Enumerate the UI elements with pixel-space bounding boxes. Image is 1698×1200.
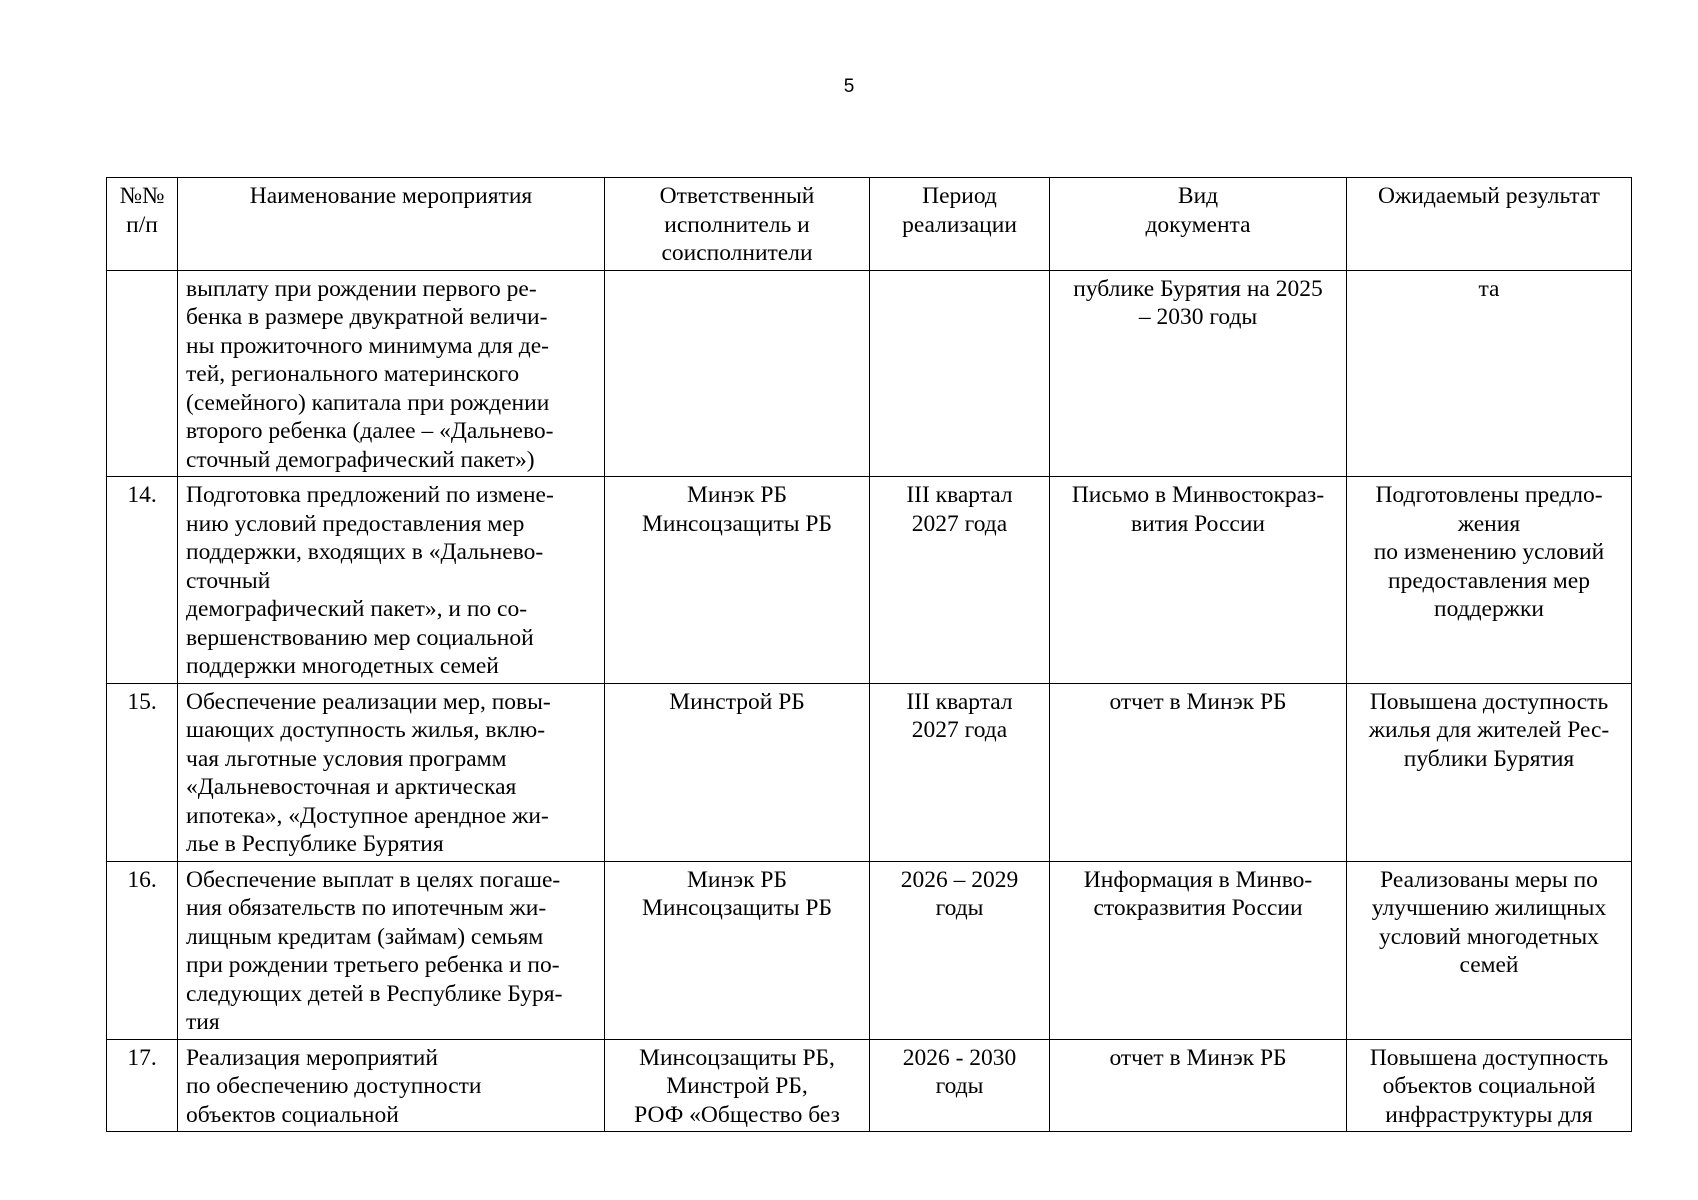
- row-result: Реализованы меры по улучшению жилищных условий многодетных семей: [1347, 861, 1632, 1039]
- row-period: 2026 - 2030 годы: [870, 1039, 1050, 1132]
- row-result: Повышена доступность объектов социальной инфраструктуры для: [1347, 1039, 1632, 1132]
- header-doc-type: Вид документа: [1050, 178, 1347, 271]
- row-name: Реализация мероприятий по обеспечению доступности объектов социальной: [178, 1039, 605, 1132]
- row-result: Повышена доступность жилья для жителей Рес- публики Бурятия: [1347, 683, 1632, 861]
- row-period: [870, 270, 1050, 477]
- table-row: [107, 683, 1632, 861]
- table-row: [107, 1039, 1632, 1132]
- row-executor: Минэк РБ Минсоцзащиты РБ: [605, 477, 870, 684]
- header-result: Ожидаемый результат: [1347, 178, 1632, 271]
- page-number: 5: [843, 76, 855, 97]
- table-row: [107, 270, 1632, 477]
- row-executor: Минсоцзащиты РБ, Минстрой РБ, РОФ «Общество без: [605, 1039, 870, 1132]
- row-doc-type: Письмо в Минвостокраз- вития России: [1050, 477, 1347, 684]
- events-table: [106, 177, 1632, 1132]
- row-doc-type: публике Бурятия на 2025 – 2030 годы: [1050, 270, 1347, 477]
- row-num: 15.: [107, 683, 178, 861]
- row-executor: [605, 270, 870, 477]
- header-name: Наименование мероприятия: [178, 178, 605, 271]
- row-name: Обеспечение реализации мер, повы- шающих доступность жилья, вклю- чая льготные условия программ «Дальневосточная и арктическая ипотека», «Доступное арендное жи- лье в Республике Бурятия: [178, 683, 605, 861]
- table-header-row: [107, 178, 1632, 271]
- row-period: III квартал 2027 года: [870, 683, 1050, 861]
- row-name: Подготовка предложений по измене- нию условий предоставления мер поддержки, входящих в «Дальнево- сточный демографический пакет», и по со- вершенствованию мер социальной поддержки многодетных семей: [178, 477, 605, 684]
- header-executor: Ответственный исполнитель и соисполнители: [605, 178, 870, 271]
- row-doc-type: отчет в Минэк РБ: [1050, 683, 1347, 861]
- row-name: выплату при рождении первого ре- бенка в размере двукратной величи- ны прожиточного минимума для де- тей, регионального материнского (семейного) капитала при рождении второго ребенка (далее – «Дальнево- сточный демографический пакет»): [178, 270, 605, 477]
- header-num: №№ п/п: [107, 178, 178, 271]
- row-period: III квартал 2027 года: [870, 477, 1050, 684]
- row-doc-type: Информация в Минво- стокразвития России: [1050, 861, 1347, 1039]
- table-row: [107, 477, 1632, 684]
- row-doc-type: отчет в Минэк РБ: [1050, 1039, 1347, 1132]
- table-row: [107, 861, 1632, 1039]
- row-result: та: [1347, 270, 1632, 477]
- row-period: 2026 – 2029 годы: [870, 861, 1050, 1039]
- row-num: 14.: [107, 477, 178, 684]
- header-period: Период реализации: [870, 178, 1050, 271]
- row-num: 17.: [107, 1039, 178, 1132]
- row-name: Обеспечение выплат в целях погаше- ния обязательств по ипотечным жи- лищным кредитам (займам) семьям при рождении третьего ребенка и по- следующих детей в Республике Буря- тия: [178, 861, 605, 1039]
- row-executor: Минстрой РБ: [605, 683, 870, 861]
- row-result: Подготовлены предло- жения по изменению условий предоставления мер поддержки: [1347, 477, 1632, 684]
- row-num: [107, 270, 178, 477]
- row-num: 16.: [107, 861, 178, 1039]
- row-executor: Минэк РБ Минсоцзащиты РБ: [605, 861, 870, 1039]
